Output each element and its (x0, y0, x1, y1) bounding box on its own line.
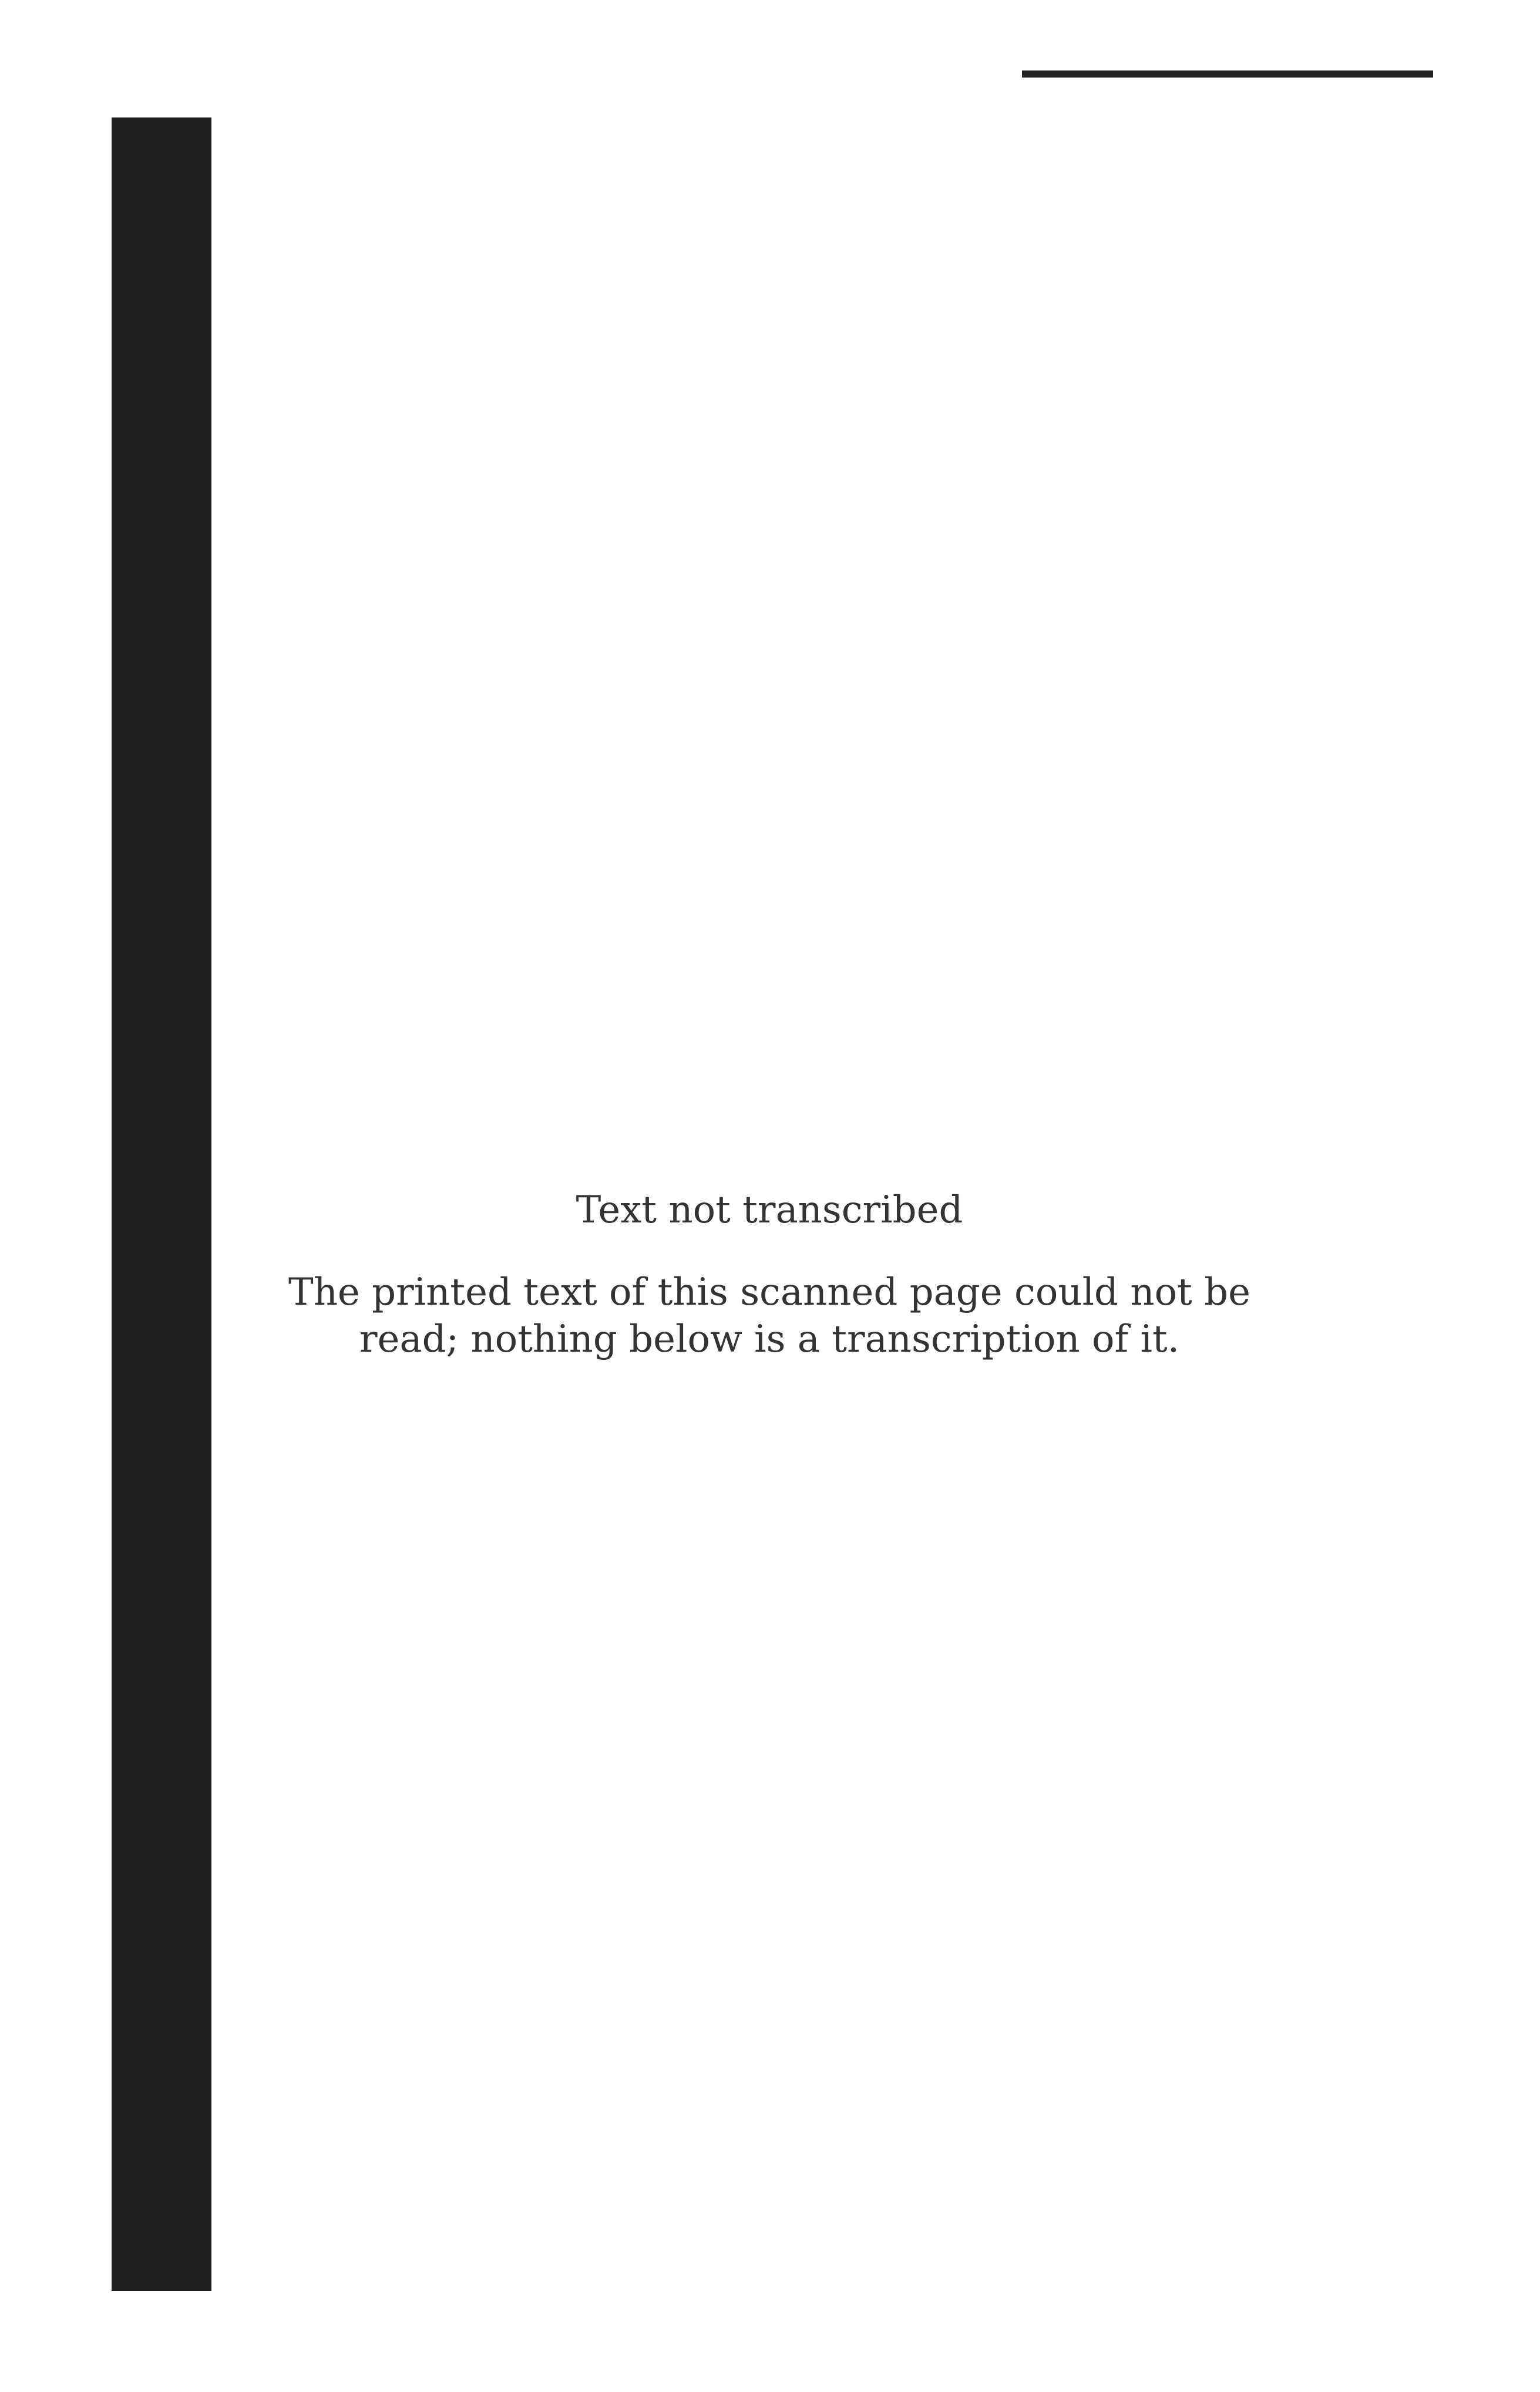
page-body (211, 305, 1327, 2244)
placeholder-note: The printed text of this scanned page could not be read; nothing below is a transcription of it. (288, 1271, 1250, 1361)
placeholder-heading: Text not transcribed (576, 1188, 963, 1232)
